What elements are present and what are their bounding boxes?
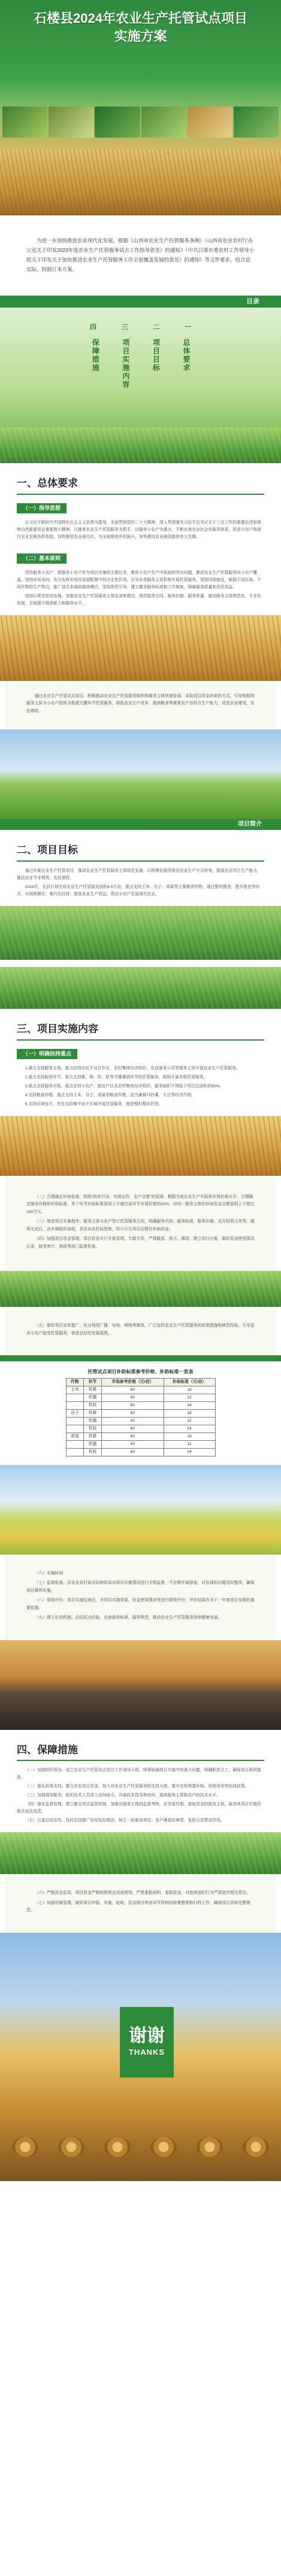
table-row (66, 1394, 215, 1401)
section-body (5, 681, 276, 730)
photo-thumb (95, 107, 140, 138)
toc-numbers (90, 323, 191, 333)
table-row (66, 1386, 215, 1394)
table-header-row (66, 1378, 215, 1386)
paragraph: （九）建立长效机制。总结试点经验，完善服务标准、服务规范，推动农业生产托管服务持续健康发展。 (34, 1616, 222, 1620)
photo-thumb (141, 107, 186, 138)
table-cell (66, 1440, 84, 1448)
paragraph: （八）绩效评价。项目实施结束后，对项目实施效果、资金使用情况等进行绩效评价，评价结果作为下一年度项目安排的重要依据。 (26, 1598, 255, 1610)
toc-num: 三 (121, 324, 128, 331)
wheat-image (0, 615, 281, 681)
table-cell: 80 (101, 1401, 164, 1409)
hay-bale (12, 2137, 38, 2157)
paragraph: 5.支持区域连片。优先支持集中连片区域开展托管服务，推进整村整乡托管。 (25, 1102, 163, 1106)
subsidy-table-wrap (0, 1361, 281, 1465)
paragraph: 坚持服务小农户，把服务小农户作为项目实施的主要任务，聚焦小农户生产中面临的突出问题，推动农业生产托管服务向小农户覆盖。坚持市场导向，充分发挥市场在资源配置中的决定性作用，引导各类服务主体积极开展托管服务。坚持因地制宜，根据不同区域、不同作物的生产特点，推广适合本地的服务模式。坚持规范引导，建立健全服务标准和工作制度，保障服务质量和农民利益。 (17, 570, 261, 589)
photo-thumb (234, 107, 279, 138)
thanks-section (0, 1933, 281, 2181)
paragraph: （七）监督检查。县农业农村局会同财政局对项目实施情况进行全程监督，不定期开展督查，对发现的问题及时整改，确保项目顺利实施。 (26, 1581, 255, 1593)
section-body (0, 517, 281, 549)
section-body (5, 1555, 276, 1640)
toc-item[interactable]: 保障措施 (91, 339, 100, 372)
paragraph: 坚持以规范促进发展，加强农业生产托管服务主体名录库建设，规范服务合同、服务价格、服务质量，推动服务主体规范化、专业化发展，全面提升服务能力和服务水平。 (17, 594, 261, 606)
paragraph: （二）合理确定补助标准。按照“政府引导、市场运作、农户自愿”的原则，根据当地农业生产实际和市场价格水平，合理确定服务价格和补助标准。单个环节补助标准原则上不超过该环节市场价格的30%，对同一服务主体的补助资金总额原则上不超过100万元。 (26, 1194, 255, 1214)
table-cell: 60 (101, 1433, 164, 1440)
paragraph: 通过实施农业生产托管项目，推动农业生产托管服务主体规范发展，以规模化服务推进农业生产方式转变，提高农业综合生产能力，推动农业节本增效、农民增收。 (17, 868, 261, 880)
table-cell: 高粱 (66, 1433, 84, 1440)
sub-title: （一）指导思想 (17, 503, 67, 513)
toc-item[interactable]: 项目实施内容 (121, 339, 130, 389)
paragraph: 4.支持粮食作物。重点支持玉米、谷子、高粱等粮食作物，适当兼顾马铃薯、大豆等经济作物。 (25, 1093, 195, 1097)
hay-bale (243, 2137, 269, 2157)
thanks-box (120, 2007, 174, 2078)
table-cell: 机耕 (84, 1409, 102, 1417)
table-cell: 24 (164, 1401, 215, 1409)
paragraph: （三）规范项目实施程序。服务主体与农户签订托管服务合同，明确服务内容、服务标准、服务价格、双方权利义务等。服务完成后，由乡镇组织验收，县农业农村局复核，经公示无异议后拨付补助资金。 (26, 1219, 255, 1231)
paragraph: （一）加强组织领导。成立农业生产托管试点项目工作领导小组，统筹协调项目实施中的重大问题，明确职责分工，确保项目顺利推进。 (17, 1768, 261, 1780)
paragraph: （六）严格资金监管。项目资金严格按照规定用途使用，严禁虚报面积、套取资金，对违规违纪行为严肃追究相关责任。 (34, 1891, 250, 1896)
section-body (0, 567, 281, 615)
table-cell (66, 1394, 84, 1401)
wheat-field-image (0, 150, 281, 215)
photo-thumb (2, 107, 47, 138)
table-row (66, 1448, 215, 1456)
field-image (0, 967, 281, 1009)
section-body (0, 865, 281, 906)
table-cell: 40 (101, 1440, 164, 1448)
section-title: 三、项目实施内容 (0, 1009, 281, 1044)
table-caption: 托管试点项目补助标准参考价格、补助标准一览表 (87, 1369, 194, 1375)
table-cell: 机收 (84, 1448, 102, 1456)
section-bar (0, 819, 281, 830)
table-row (66, 1440, 215, 1448)
thanks-en: THANKS (128, 2048, 165, 2057)
toc-item[interactable]: 项目目标 (152, 339, 161, 372)
paragraph: 2.重点支持服务环节。重点支持耕、种、防、收等关键薄弱环节的托管服务，鼓励开展全程托管服务。 (25, 1075, 208, 1079)
paragraph: 以习近平新时代中国特色社会主义思想为指导，全面贯彻党的二十大精神，深入贯彻落实习近平总书记关于三农工作的重要论述和视察山西重要讲话重要指示精神，以推进农业生产托管服务为抓手，以服务小农户为重点，不断完善农业社会化服务体系，促进小农户和现代农业发展有机衔接，加快推进农业现代化，为全面推进乡村振兴、加快建设农业强国提供有力支撑。 (17, 520, 261, 539)
paragraph: （五）做好项目宣传推广。充分利用广播、电视、网络等媒体，广泛宣传农业生产托管服务的政策措施和典型经验，引导更多小农户接受托管服务，营造良好的发展氛围。 (26, 1324, 255, 1336)
hay-bales (12, 2121, 269, 2157)
table-cell: 24 (164, 1448, 215, 1456)
hay-bale (150, 2137, 177, 2157)
section-bar-label: 项目简介 (238, 821, 262, 828)
paragraph: （二）强化政策支持。整合涉农项目资金，加大对农业生产托管服务的支持力度，落实农机购置补贴、用地用电等扶持政策。 (25, 1784, 249, 1789)
table-cell: 机播 (84, 1440, 102, 1448)
toc-num: 四 (90, 324, 96, 331)
paragraph: 2024年，全县计划完成农业生产托管服务面积4.5万亩，重点支持玉米、谷子、高粱等主要粮食作物，通过整村推进、整乡推进等形式，实现规模化、集约化经营，提高农业生产效益，带动小农户发展现代农业。 (17, 884, 260, 896)
table-cell: 60 (101, 1386, 164, 1394)
table-cell (66, 1417, 84, 1425)
table-cell (66, 1401, 84, 1409)
table-row (66, 1401, 215, 1409)
table-row (66, 1433, 215, 1440)
paragraph: （三）加强指导服务。组织技术人员深入田间地头，开展技术指导和培训，提高服务主体和农户的技术水平。 (25, 1793, 220, 1798)
table-header: 市场参考价格（元/亩） (101, 1378, 164, 1386)
table-cell: 40 (101, 1394, 164, 1401)
table-cell: 24 (164, 1425, 215, 1433)
toc-num: 一 (184, 324, 191, 331)
paragraph: 3.重点支持服务对象。重点支持小农户、脱贫户以及农村集体经济组织，服务面积不得低于项目总面积的60%。 (25, 1084, 224, 1088)
table-row (66, 1417, 215, 1425)
section-body (5, 1176, 276, 1272)
banner (0, 0, 281, 215)
section-body (5, 1307, 276, 1355)
section-bar (0, 1355, 281, 1361)
table-header: 环节 (84, 1378, 102, 1386)
field-image (0, 427, 281, 463)
hay-bale (197, 2137, 223, 2157)
intro-paragraph (0, 215, 281, 296)
title-line-2: 实施方案 (114, 29, 167, 44)
table-cell: 谷子 (66, 1409, 84, 1417)
toc-label: 目录 (246, 298, 259, 305)
toc-bar (0, 296, 281, 308)
title-line-1: 石楼县2024年农业生产托管试点项目 (34, 11, 247, 26)
wheat-image (0, 1116, 281, 1176)
table-header: 补助标准（元/亩） (164, 1378, 215, 1386)
table-cell: 机播 (84, 1394, 102, 1401)
subsidy-table (66, 1378, 216, 1456)
table-cell: 18 (164, 1409, 215, 1417)
paragraph: （五）注重总结宣传。及时总结推广好经验好做法，树立一批服务规范、农户满意的典型，发挥示范带动作用。 (25, 1818, 225, 1823)
toc-item[interactable]: 总体要求 (182, 339, 191, 372)
section-body (0, 1063, 281, 1116)
field-image (0, 906, 281, 960)
hay-bale (104, 2137, 131, 2157)
table-cell (66, 1425, 84, 1433)
table-body (66, 1386, 215, 1456)
table-cell: 机播 (84, 1417, 102, 1425)
table-cell: 12 (164, 1417, 215, 1425)
table-header: 作物 (66, 1378, 84, 1386)
table-cell: 60 (101, 1409, 164, 1417)
hay-bale (58, 2137, 84, 2157)
section-body (5, 1874, 276, 1933)
section-title: 四、保障措施 (0, 1730, 281, 1765)
table-cell: 12 (164, 1440, 215, 1448)
sub-title: （一）明确扶持重点 (17, 1049, 77, 1059)
paragraph: （六）实施时间 (34, 1571, 64, 1576)
photo-thumb (49, 107, 93, 138)
toc-items (90, 339, 191, 389)
field-image (0, 1832, 281, 1874)
section-title: 二、项目目标 (0, 830, 281, 865)
table-cell: 机收 (84, 1401, 102, 1409)
table-cell: 玉米 (66, 1386, 84, 1394)
table-cell: 机耕 (84, 1433, 102, 1440)
table-cell: 40 (101, 1417, 164, 1425)
table-cell (66, 1448, 84, 1456)
paragraph: （七）加强档案管理。做好项目申报、实施、验收、资金拨付等各环节资料的收集整理和归档工作，确保项目资料完整规范。 (26, 1900, 250, 1913)
field-image (0, 1271, 281, 1307)
paragraph: 通过农业生产托管试点项目，积极推动农业生产托管服务组织和服务主体快速发展，采取项目资金补助的方式，引导和鼓励服务主体为小农户提供全程或关键环节托管服务，降低农业生产成本，提高粮食等重要农产品综合生产能力，促进农业增效、农民增收。 (26, 694, 255, 713)
canola-field-image (0, 1465, 281, 1555)
paragraph: （四）加强项目资金管理。项目资金实行专账管理、专款专用，严禁截留、挤占、挪用。建立项目台账，做好资金使用情况记录，接受审计、财政等部门监督检查。 (26, 1237, 255, 1249)
intro-text: 为进一步加快推进农业现代化发展，根据《山西省农业生产托管服务条例》《山西省农业农村厅办公室关于印发2023年度农业生产托管服务试点工作指导意见》的通知》《中共吕梁市委农村工作领导小组关于印发关于加快推进农业生产托管服务工作全面覆盖发展的意见》的通知》等文件要求，结合县实际，特制订本方案。 (26, 238, 255, 272)
section-body (0, 1765, 281, 1832)
table-cell: 80 (101, 1425, 164, 1433)
table-cell: 12 (164, 1394, 215, 1401)
sky-field-image (0, 729, 281, 819)
sub-title: （二）基本原则 (17, 553, 67, 564)
table-cell: 机耕 (84, 1386, 102, 1394)
table-row (66, 1409, 215, 1417)
paragraph: （四）强化监督管理。建立健全项目监管机制，加强对服务主体的监督考核，对弄虚作假、套取资金的服务主体，取消其项目实施资格并依法追责。 (17, 1802, 261, 1814)
thanks-cn: 谢谢 (129, 2026, 165, 2046)
table-row (66, 1425, 215, 1433)
table-cell: 机收 (84, 1425, 102, 1433)
paragraph: 1.重点支持服务主体。重点扶持农民专业合作社、农村集体经济组织、农业服务公司等服务主体开展农业生产托管服务。 (25, 1066, 240, 1070)
table-cell: 18 (164, 1386, 215, 1394)
road-field-image (0, 1640, 281, 1730)
banner-photo-strip (0, 107, 281, 138)
page-title (0, 10, 281, 45)
table-cell: 18 (164, 1433, 215, 1440)
table-of-contents (0, 308, 281, 427)
toc-num: 二 (153, 324, 160, 331)
section-title: 一、总体要求 (0, 463, 281, 498)
table-cell: 80 (101, 1448, 164, 1456)
photo-thumb (188, 107, 232, 138)
